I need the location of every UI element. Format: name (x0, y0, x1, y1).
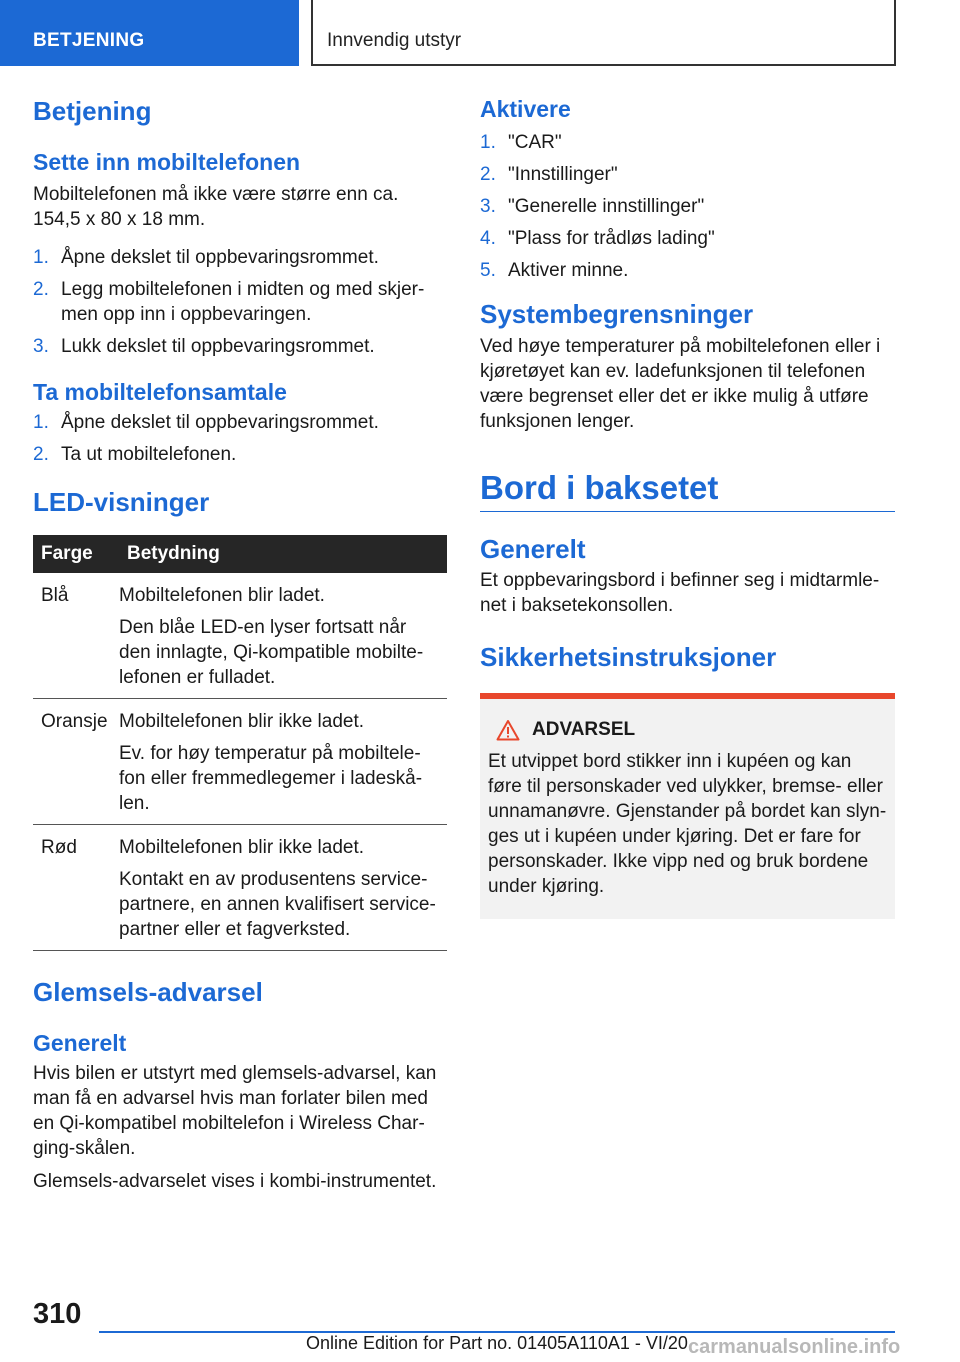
heading-generelt-glemsel: Generelt (33, 1029, 127, 1056)
warning-triangle-icon (496, 719, 520, 741)
step-number: 5. (480, 259, 496, 281)
list-item: 2. "Innstillinger" (480, 163, 618, 185)
table-header-betydning: Betydning (119, 535, 447, 573)
table-row: Oransje Mobiltelefonen blir ikke ladet. Ev. for høy temperatur på mobiltelefon eller fremmedlegemer i ladeskålen. (33, 698, 447, 824)
warning-text: Et utvippet bord stikker inn i kupéen og kan føre til personskader ved ulykker, bremse- eller unnamanøvre. Gjenstander på bordet kan slynges ut i kupéen under kjøring. Det er fare for personskader. Ikke vipp ned og bruk bordene under kjøring. (488, 750, 887, 897)
section-tab: BETJENING (0, 0, 299, 66)
bord-paragraph: Et oppbevaringsbord i befinner seg i midtarmlenet i baksetekonsollen. (480, 569, 880, 616)
step-number: 3. (33, 335, 49, 357)
list-item: 2. Ta ut mobiltelefonen. (33, 444, 237, 466)
heading-betjening: Betjening (33, 96, 152, 126)
list-item: 5. Aktiver minne. (480, 259, 629, 281)
watermark: carmanualsonline.info (688, 1336, 901, 1358)
glemsel-paragraph-2: Glemsels-advarselet vises i kombi-instrumentet. (33, 1171, 437, 1193)
list-item: 1. Åpne dekslet til oppbevaringsrommet. (33, 246, 379, 268)
heading-sikkerhet: Sikkerhetsinstruksjoner (480, 641, 777, 672)
page-number: 310 (33, 1298, 82, 1330)
step-number: 2. (33, 278, 49, 300)
heading-systembegrensninger: Systembegrensninger (480, 298, 754, 329)
list-item: 1. Åpne dekslet til oppbevaringsrommet. (33, 412, 379, 434)
left-column (33, 96, 447, 1194)
list-item: 2. Legg mobiltelefonen i midten og med skjermen opp inn i oppbevaringen. (33, 278, 425, 325)
sette-inn-steps (33, 245, 447, 359)
table-row: Rød Mobiltelefonen blir ikke ladet. Kontakt en av produsentens servicepartnere, en annen kvalifisert servicepartner eller et fagverksted. (33, 824, 447, 950)
glemsel-paragraph: Hvis bilen er utstyrt med glemsels-advarsel, kan man få en advarsel hvis man forlater bilen med en Qi-kompatibel mobiltelefon i Wireless Charging-skålen. (33, 1063, 437, 1160)
heading-bord-i-baksetet: Bord i baksetet (480, 468, 895, 513)
size-paragraph: Mobiltelefonen må ikke være større enn ca. 154,5 x 80 x 18 mm. (33, 183, 399, 230)
page-header (0, 0, 960, 66)
heading-glemsel: Glemsels-advarsel (33, 976, 263, 1007)
right-column (480, 96, 895, 919)
led-table (33, 535, 447, 951)
step-number: 1. (33, 246, 49, 268)
list-item: 4. "Plass for trådløs lading" (480, 227, 715, 249)
footer-edition: Online Edition for Part no. 01405A110A1 - VI/20 (306, 1333, 688, 1353)
warning-box (480, 693, 895, 919)
table-row: Blå Mobiltelefonen blir ladet. Den blåe LED-en lyser fortsatt når den innlagte, Qi-kompatible mobiltelefonen er fulladet. (33, 573, 447, 699)
list-item: 3. Lukk dekslet til oppbevaringsrommet. (33, 335, 375, 357)
heading-ta-samtale: Ta mobiltelefonsamtale (33, 378, 287, 405)
step-number: 3. (480, 195, 496, 217)
aktivere-steps (480, 130, 895, 283)
list-item: 1. "CAR" (480, 131, 562, 153)
step-number: 2. (33, 444, 49, 466)
step-number: 1. (480, 131, 496, 153)
step-number: 2. (480, 163, 496, 185)
list-item: 3. "Generelle innstillinger" (480, 195, 705, 217)
heading-generelt-bord: Generelt (480, 534, 586, 565)
heading-sette-inn: Sette inn mobiltelefonen (33, 149, 301, 176)
table-header-farge: Farge (33, 535, 119, 573)
heading-led: LED-visninger (33, 487, 210, 518)
step-number: 1. (33, 412, 49, 434)
heading-aktivere: Aktivere (480, 96, 571, 122)
step-number: 4. (480, 227, 496, 249)
ta-samtale-steps (33, 410, 447, 467)
chapter-title: Innvendig utstyr (311, 0, 896, 66)
system-paragraph: Ved høye temperaturer på mobiltelefonen eller i kjøretøyet kan ev. ladefunksjonen til telefonen være begrenset eller det er ikke mulig å utføre funksjonen lenger. (480, 335, 881, 432)
warning-title: ADVARSEL (496, 719, 887, 741)
